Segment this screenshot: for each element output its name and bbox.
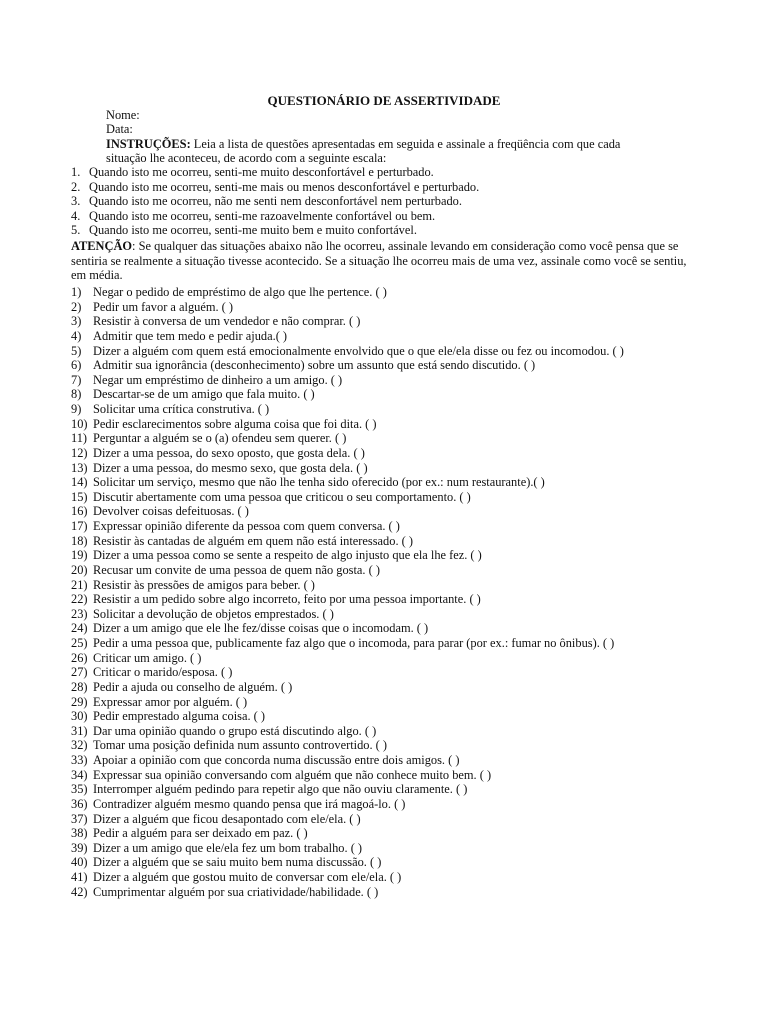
scale-item-text: Quando isto me ocorreu, senti-me muito bem e muito confortável. (89, 223, 417, 238)
question-text: Dizer a alguém que ficou desapontado com ele/ela. ( ) (93, 811, 361, 826)
question-number: 30) (71, 709, 88, 724)
question-text: Pedir um favor a alguém. ( ) (93, 299, 234, 314)
question-item (71, 285, 711, 300)
instructions-line-2: situação lhe aconteceu, de acordo com a seguinte escala: (106, 151, 387, 165)
question-number: 3) (71, 314, 82, 329)
question-number: 8) (71, 387, 82, 402)
question-number: 40) (71, 855, 88, 870)
question-text: Solicitar um serviço, mesmo que não lhe tenha sido oferecido (por ex.: num restaurante).( ) (93, 475, 545, 490)
question-text: Negar o pedido de empréstimo de algo que lhe pertence. ( ) (93, 285, 387, 299)
question-item (71, 475, 711, 490)
question-text: Admitir sua ignorância (desconhecimento) sobre um assunto que está sendo discutido. ( ) (93, 358, 536, 373)
question-number: 5) (71, 343, 82, 358)
question-item (71, 841, 711, 856)
question-number: 41) (71, 870, 88, 884)
scale-item (71, 209, 691, 224)
question-number: 16) (71, 504, 88, 519)
question-text: Resistir às pressões de amigos para beber. ( ) (93, 577, 315, 592)
question-text: Cumprimentar alguém por sua criatividade/habilidade. ( ) (93, 884, 379, 899)
question-number: 37) (71, 811, 88, 826)
question-text: Admitir que tem medo e pedir ajuda.( ) (93, 328, 288, 343)
question-number: 38) (71, 826, 88, 841)
question-text: Dizer a uma pessoa, do sexo oposto, que gosta dela. ( ) (93, 445, 365, 460)
question-text: Tomar uma posição definida num assunto controvertido. ( ) (93, 738, 388, 753)
question-number: 18) (71, 533, 88, 548)
scale-item-text: Quando isto me ocorreu, senti-me mais ou menos desconfortável e perturbado. (89, 179, 480, 194)
question-text: Dizer a alguém com quem está emocionalmente envolvido que o que ele/ela disse ou fez ou incomodou. ( ) (93, 343, 624, 358)
question-text: Recusar um convite de uma pessoa de quem não gosta. ( ) (93, 562, 380, 577)
question-text: Dizer a uma pessoa, do mesmo sexo, que gosta dela. ( ) (93, 460, 368, 475)
question-text: Resistir à conversa de um vendedor e não comprar. ( ) (93, 314, 361, 329)
question-number: 24) (71, 621, 88, 636)
question-number: 32) (71, 738, 88, 753)
question-item (71, 387, 711, 402)
scale-item-text: Quando isto me ocorreu, senti-me muito desconfortável e perturbado. (89, 165, 434, 179)
question-number: 7) (71, 372, 82, 387)
question-text: Dizer a uma pessoa como se sente a respeito de algo injusto que ela lhe fez. ( ) (93, 548, 482, 563)
question-list (71, 285, 711, 899)
question-item (71, 578, 711, 593)
scale-item (71, 194, 691, 209)
instructions-label: INSTRUÇÕES: (106, 137, 191, 151)
name-label: Nome: (106, 108, 140, 122)
scale-item-number: 1. (71, 165, 81, 179)
question-item (71, 870, 711, 885)
date-label: Data: (106, 122, 133, 136)
attention-text-1: : Se qualquer das situações abaixo não lhe ocorreu, assinale levando em consideração como você pensa que se (132, 239, 679, 253)
question-text: Solicitar a devolução de objetos emprestados. ( ) (93, 606, 334, 621)
scale-item-number: 5. (71, 223, 81, 238)
question-number: 31) (71, 723, 88, 738)
question-item (71, 753, 711, 768)
question-item (71, 314, 711, 329)
question-text: Discutir abertamente com uma pessoa que criticou o seu comportamento. ( ) (93, 489, 471, 504)
question-item (71, 358, 711, 373)
question-number: 11) (71, 431, 88, 446)
question-text: Devolver coisas defeituosas. ( ) (93, 504, 249, 519)
question-number: 4) (71, 328, 82, 343)
question-item (71, 797, 711, 812)
question-text: Pedir emprestado alguma coisa. ( ) (93, 709, 266, 724)
question-text: Dizer a alguém que se saiu muito bem numa discussão. ( ) (93, 855, 382, 870)
instructions-text-1: Leia a lista de questões apresentadas em seguida e assinale a freqüência com que cada (190, 137, 621, 151)
question-item (71, 490, 711, 505)
question-number: 6) (71, 358, 82, 373)
question-number: 2) (71, 299, 82, 314)
question-item (71, 563, 711, 578)
question-text: Negar um empréstimo de dinheiro a um amigo. ( ) (93, 372, 343, 387)
question-number: 20) (71, 562, 88, 577)
question-item (71, 534, 711, 549)
question-item (71, 592, 711, 607)
question-text: Pedir esclarecimentos sobre alguma coisa que foi dita. ( ) (93, 416, 377, 431)
question-item (71, 300, 711, 315)
question-number: 12) (71, 445, 88, 460)
question-item (71, 680, 711, 695)
question-item (71, 826, 711, 841)
question-text: Dizer a alguém que gostou muito de conversar com ele/ela. ( ) (93, 870, 402, 884)
question-text: Pedir a alguém para ser deixado em paz. ( ) (93, 826, 308, 841)
question-item (71, 504, 711, 519)
question-number: 33) (71, 753, 88, 767)
question-text: Contradizer alguém mesmo quando pensa que irá magoá-lo. ( ) (93, 796, 406, 811)
question-number: 39) (71, 840, 88, 855)
question-item (71, 724, 711, 739)
question-text: Resistir a um pedido sobre algo incorreto, feito por uma pessoa importante. ( ) (93, 592, 481, 607)
question-text: Descartar-se de um amigo que fala muito. ( ) (93, 387, 315, 402)
question-item (71, 373, 711, 388)
question-number: 9) (71, 402, 82, 416)
question-item (71, 621, 711, 636)
question-text: Dizer a um amigo que ele lhe fez/disse coisas que o incomodam. ( ) (93, 621, 429, 636)
question-item (71, 417, 711, 432)
question-item (71, 402, 711, 417)
question-text: Criticar um amigo. ( ) (93, 650, 202, 665)
question-number: 10) (71, 416, 88, 431)
question-item (71, 636, 711, 651)
question-number: 15) (71, 489, 88, 504)
question-number: 36) (71, 796, 88, 811)
question-item (71, 695, 711, 710)
question-item (71, 709, 711, 724)
scale-item-text: Quando isto me ocorreu, não me senti nem desconfortável nem perturbado. (89, 194, 462, 209)
question-item (71, 431, 711, 446)
attention-line-1 (71, 239, 678, 253)
question-item (71, 885, 711, 900)
question-text: Expressar sua opinião conversando com alguém que não conhece muito bem. ( ) (93, 767, 492, 782)
scale-item-number: 4. (71, 208, 81, 223)
question-text: Criticar o marido/esposa. ( ) (93, 665, 233, 680)
attention-line-3: em média. (71, 268, 123, 282)
question-number: 14) (71, 475, 88, 490)
question-number: 1) (71, 285, 82, 299)
question-number: 23) (71, 606, 88, 621)
scale-item (71, 165, 691, 180)
attention-label: ATENÇÃO (71, 239, 133, 253)
question-number: 21) (71, 577, 88, 592)
question-text: Pedir a ajuda ou conselho de alguém. ( ) (93, 679, 293, 694)
scale-item (71, 180, 691, 195)
question-item (71, 446, 711, 461)
question-item (71, 651, 711, 666)
question-text: Expressar amor por alguém. ( ) (93, 694, 248, 709)
scale-item (71, 223, 691, 238)
attention-line-2: sentiria se realmente a situação tivesse acontecido. Se a situação lhe ocorreu mais de uma vez, assinale como você se sentiu, (71, 254, 687, 268)
question-item (71, 329, 711, 344)
question-item (71, 738, 711, 753)
question-number: 29) (71, 694, 88, 709)
question-number: 35) (71, 782, 88, 797)
question-number: 25) (71, 636, 88, 650)
scale-item-number: 2. (71, 179, 81, 194)
question-text: Perguntar a alguém se o (a) ofendeu sem querer. ( ) (93, 431, 347, 446)
question-item (71, 855, 711, 870)
question-number: 22) (71, 592, 88, 607)
question-item (71, 344, 711, 359)
question-text: Resistir às cantadas de alguém em quem não está interessado. ( ) (93, 533, 413, 548)
question-item (71, 607, 711, 622)
instructions-line-1 (106, 137, 620, 151)
question-text: Expressar opinião diferente da pessoa com quem conversa. ( ) (93, 519, 400, 533)
scale-list (71, 165, 691, 238)
question-item (71, 812, 711, 827)
question-number: 17) (71, 519, 88, 533)
question-item (71, 665, 711, 680)
question-text: Dar uma opinião quando o grupo está discutindo algo. ( ) (93, 723, 377, 738)
question-number: 27) (71, 665, 88, 680)
question-text: Solicitar uma crítica construtiva. ( ) (93, 402, 270, 416)
scale-item-number: 3. (71, 194, 81, 209)
question-number: 34) (71, 767, 88, 782)
question-text: Dizer a um amigo que ele/ela fez um bom trabalho. ( ) (93, 840, 363, 855)
question-number: 13) (71, 460, 88, 475)
question-number: 26) (71, 650, 88, 665)
scale-item-text: Quando isto me ocorreu, senti-me razoavelmente confortável ou bem. (89, 208, 436, 223)
question-item (71, 519, 711, 534)
page-title: QUESTIONÁRIO DE ASSERTIVIDADE (267, 93, 501, 108)
question-item (71, 548, 711, 563)
question-item (71, 782, 711, 797)
question-item (71, 768, 711, 783)
question-number: 19) (71, 548, 88, 563)
question-item (71, 461, 711, 476)
question-text: Pedir a uma pessoa que, publicamente faz algo que o incomoda, para parar (por ex.: fumar no ônibus). ( ) (93, 636, 615, 650)
question-number: 28) (71, 679, 88, 694)
question-text: Apoiar a opinião com que concorda numa discussão entre dois amigos. ( ) (93, 753, 460, 767)
question-text: Interromper alguém pedindo para repetir algo que não ouviu claramente. ( ) (93, 782, 468, 797)
question-number: 42) (71, 884, 88, 899)
